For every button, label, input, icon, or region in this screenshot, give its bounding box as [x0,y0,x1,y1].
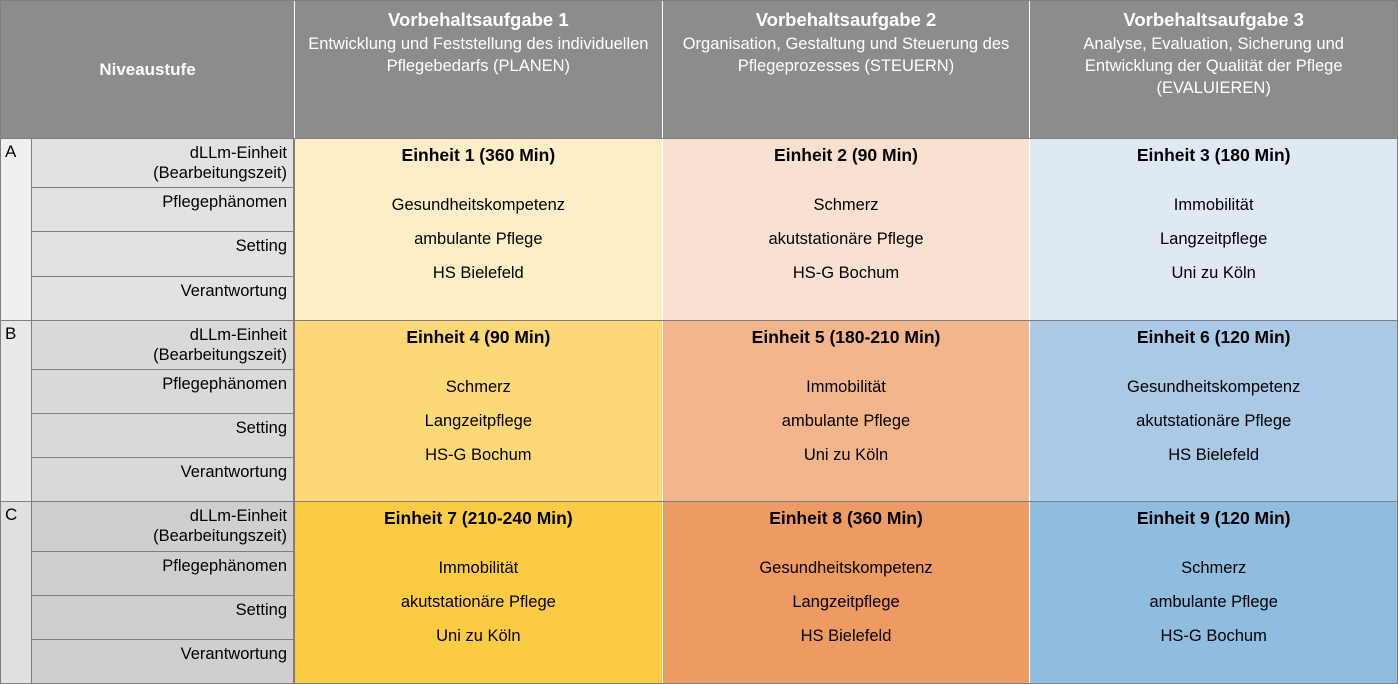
cell-c2 [663,502,1031,683]
attr-label-responsibility-b: Verantwortung [32,458,293,501]
cell-b2-unit: Einheit 5 (180-210 Min) [751,326,941,347]
cell-a3-setting: Langzeitpflege [1160,230,1268,248]
level-row-c [1,501,1397,683]
cell-c2-setting: Langzeitpflege [792,593,900,612]
attr-unit-line2-c: (Bearbeitungszeit) [153,527,287,546]
attr-unit-line1-b: dLLm-Einheit [189,325,287,344]
cell-b3-unit: Einheit 6 (120 Min) [1136,326,1291,347]
attr-unit-line1-c: dLLm-Einheit [189,507,287,526]
attr-unit-line2-b: (Bearbeitungszeit) [153,345,287,364]
cell-b3-phenomenon: Gesundheitskompetenz [1127,377,1301,396]
level-letter-b: B [1,321,32,502]
niveaustufe-label: Niveaustufe [99,59,196,79]
cell-b2-setting: ambulante Pflege [781,411,911,430]
cell-c3-unit: Einheit 9 (120 Min) [1136,508,1291,529]
cell-c2-unit: Einheit 8 (360 Min) [769,508,923,529]
cell-b3-setting: akutstationäre Pflege [1136,411,1292,430]
cell-b2 [663,321,1031,502]
attr-label-setting-b: Setting [32,414,293,458]
task-title-3: Vorbehaltsaufgabe 3 [1123,9,1304,30]
attr-label-phenomenon-c: Pflegephänomen [32,552,293,596]
cell-c3-phenomenon: Schmerz [1181,559,1247,578]
cell-a1-phenomenon: Gesundheitskompetenz [391,196,566,214]
cell-b1 [295,321,663,502]
task-title-2: Vorbehaltsaufgabe 2 [755,9,937,30]
cell-c3-responsibility: HS-G Bochum [1160,627,1267,646]
cell-a2-unit: Einheit 2 (90 Min) [774,145,918,165]
cell-c1 [295,502,663,683]
cell-a3-phenomenon: Immobilität [1173,196,1254,214]
attr-label-responsibility-a: Verantwortung [32,277,293,320]
cell-a2-phenomenon: Schmerz [813,196,879,214]
cell-c3 [1030,502,1397,683]
attr-unit-line1-a: dLLm-Einheit [189,144,287,162]
cell-c1-setting: akutstationäre Pflege [400,593,556,612]
attr-unit-line2-a: (Bearbeitungszeit) [153,164,287,183]
task-subtitle-2: Organisation, Gestaltung und Steuerung des Pflegeprozesses (STEUERN) [682,34,1010,75]
task-header-2 [663,1,1031,138]
cell-b3-responsibility: HS Bielefeld [1168,445,1260,464]
cell-c2-phenomenon: Gesundheitskompetenz [759,559,933,578]
cell-a2-responsibility: HS-G Bochum [792,264,900,282]
attr-label-phenomenon-b: Pflegephänomen [32,370,293,414]
attribute-column-c [32,502,295,683]
cell-a3-unit: Einheit 3 (180 Min) [1136,145,1291,165]
level-letter-c: C [1,502,32,683]
cell-c1-unit: Einheit 7 (210-240 Min) [384,508,573,529]
cell-a1 [295,139,663,320]
cell-a2-setting: akutstationäre Pflege [768,230,924,248]
task-header-1 [295,1,663,138]
attr-label-unit-b [32,321,293,370]
cell-a3-responsibility: Uni zu Köln [1171,264,1256,282]
cell-b1-phenomenon: Schmerz [445,377,511,396]
cell-b1-setting: Langzeitpflege [424,411,532,430]
cell-c3-setting: ambulante Pflege [1149,593,1278,612]
task-header-3 [1030,1,1397,138]
cell-b3 [1030,321,1397,502]
cell-b2-responsibility: Uni zu Köln [803,445,889,464]
task-title-1: Vorbehaltsaufgabe 1 [388,9,569,30]
cell-a3 [1030,139,1397,320]
cell-b1-responsibility: HS-G Bochum [425,445,532,464]
task-subtitle-1: Entwicklung und Feststellung des individuellen Pflegebedarfs (PLANEN) [308,34,649,75]
attr-label-responsibility-c: Verantwortung [32,640,293,683]
cell-c1-responsibility: Uni zu Köln [436,627,521,646]
niveaustufe-header [1,1,295,138]
cell-b2-phenomenon: Immobilität [806,377,886,396]
cell-c1-phenomenon: Immobilität [438,559,519,578]
attr-label-phenomenon-a: Pflegephänomen [32,188,293,232]
attribute-column-b [32,321,295,502]
attr-label-unit-a [32,139,293,188]
cell-a1-unit: Einheit 1 (360 Min) [401,145,556,165]
attr-label-unit-c [32,502,293,551]
task-subtitle-3: Analyse, Evaluation, Sicherung und Entwicklung der Qualität der Pflege (EVALUIEREN) [1083,34,1344,97]
level-row-a [1,138,1397,320]
cell-c2-responsibility: HS Bielefeld [800,627,892,646]
level-row-b [1,320,1397,502]
cell-a2 [663,139,1031,320]
cell-a1-responsibility: HS Bielefeld [432,264,524,282]
attr-label-setting-c: Setting [32,596,293,640]
cell-b1-unit: Einheit 4 (90 Min) [406,326,551,347]
level-letter-a: A [1,139,32,320]
attr-label-setting-a: Setting [32,232,293,276]
cell-a1-setting: ambulante Pflege [414,230,543,248]
attribute-column-a [32,139,295,320]
matrix-header-row [1,1,1397,138]
